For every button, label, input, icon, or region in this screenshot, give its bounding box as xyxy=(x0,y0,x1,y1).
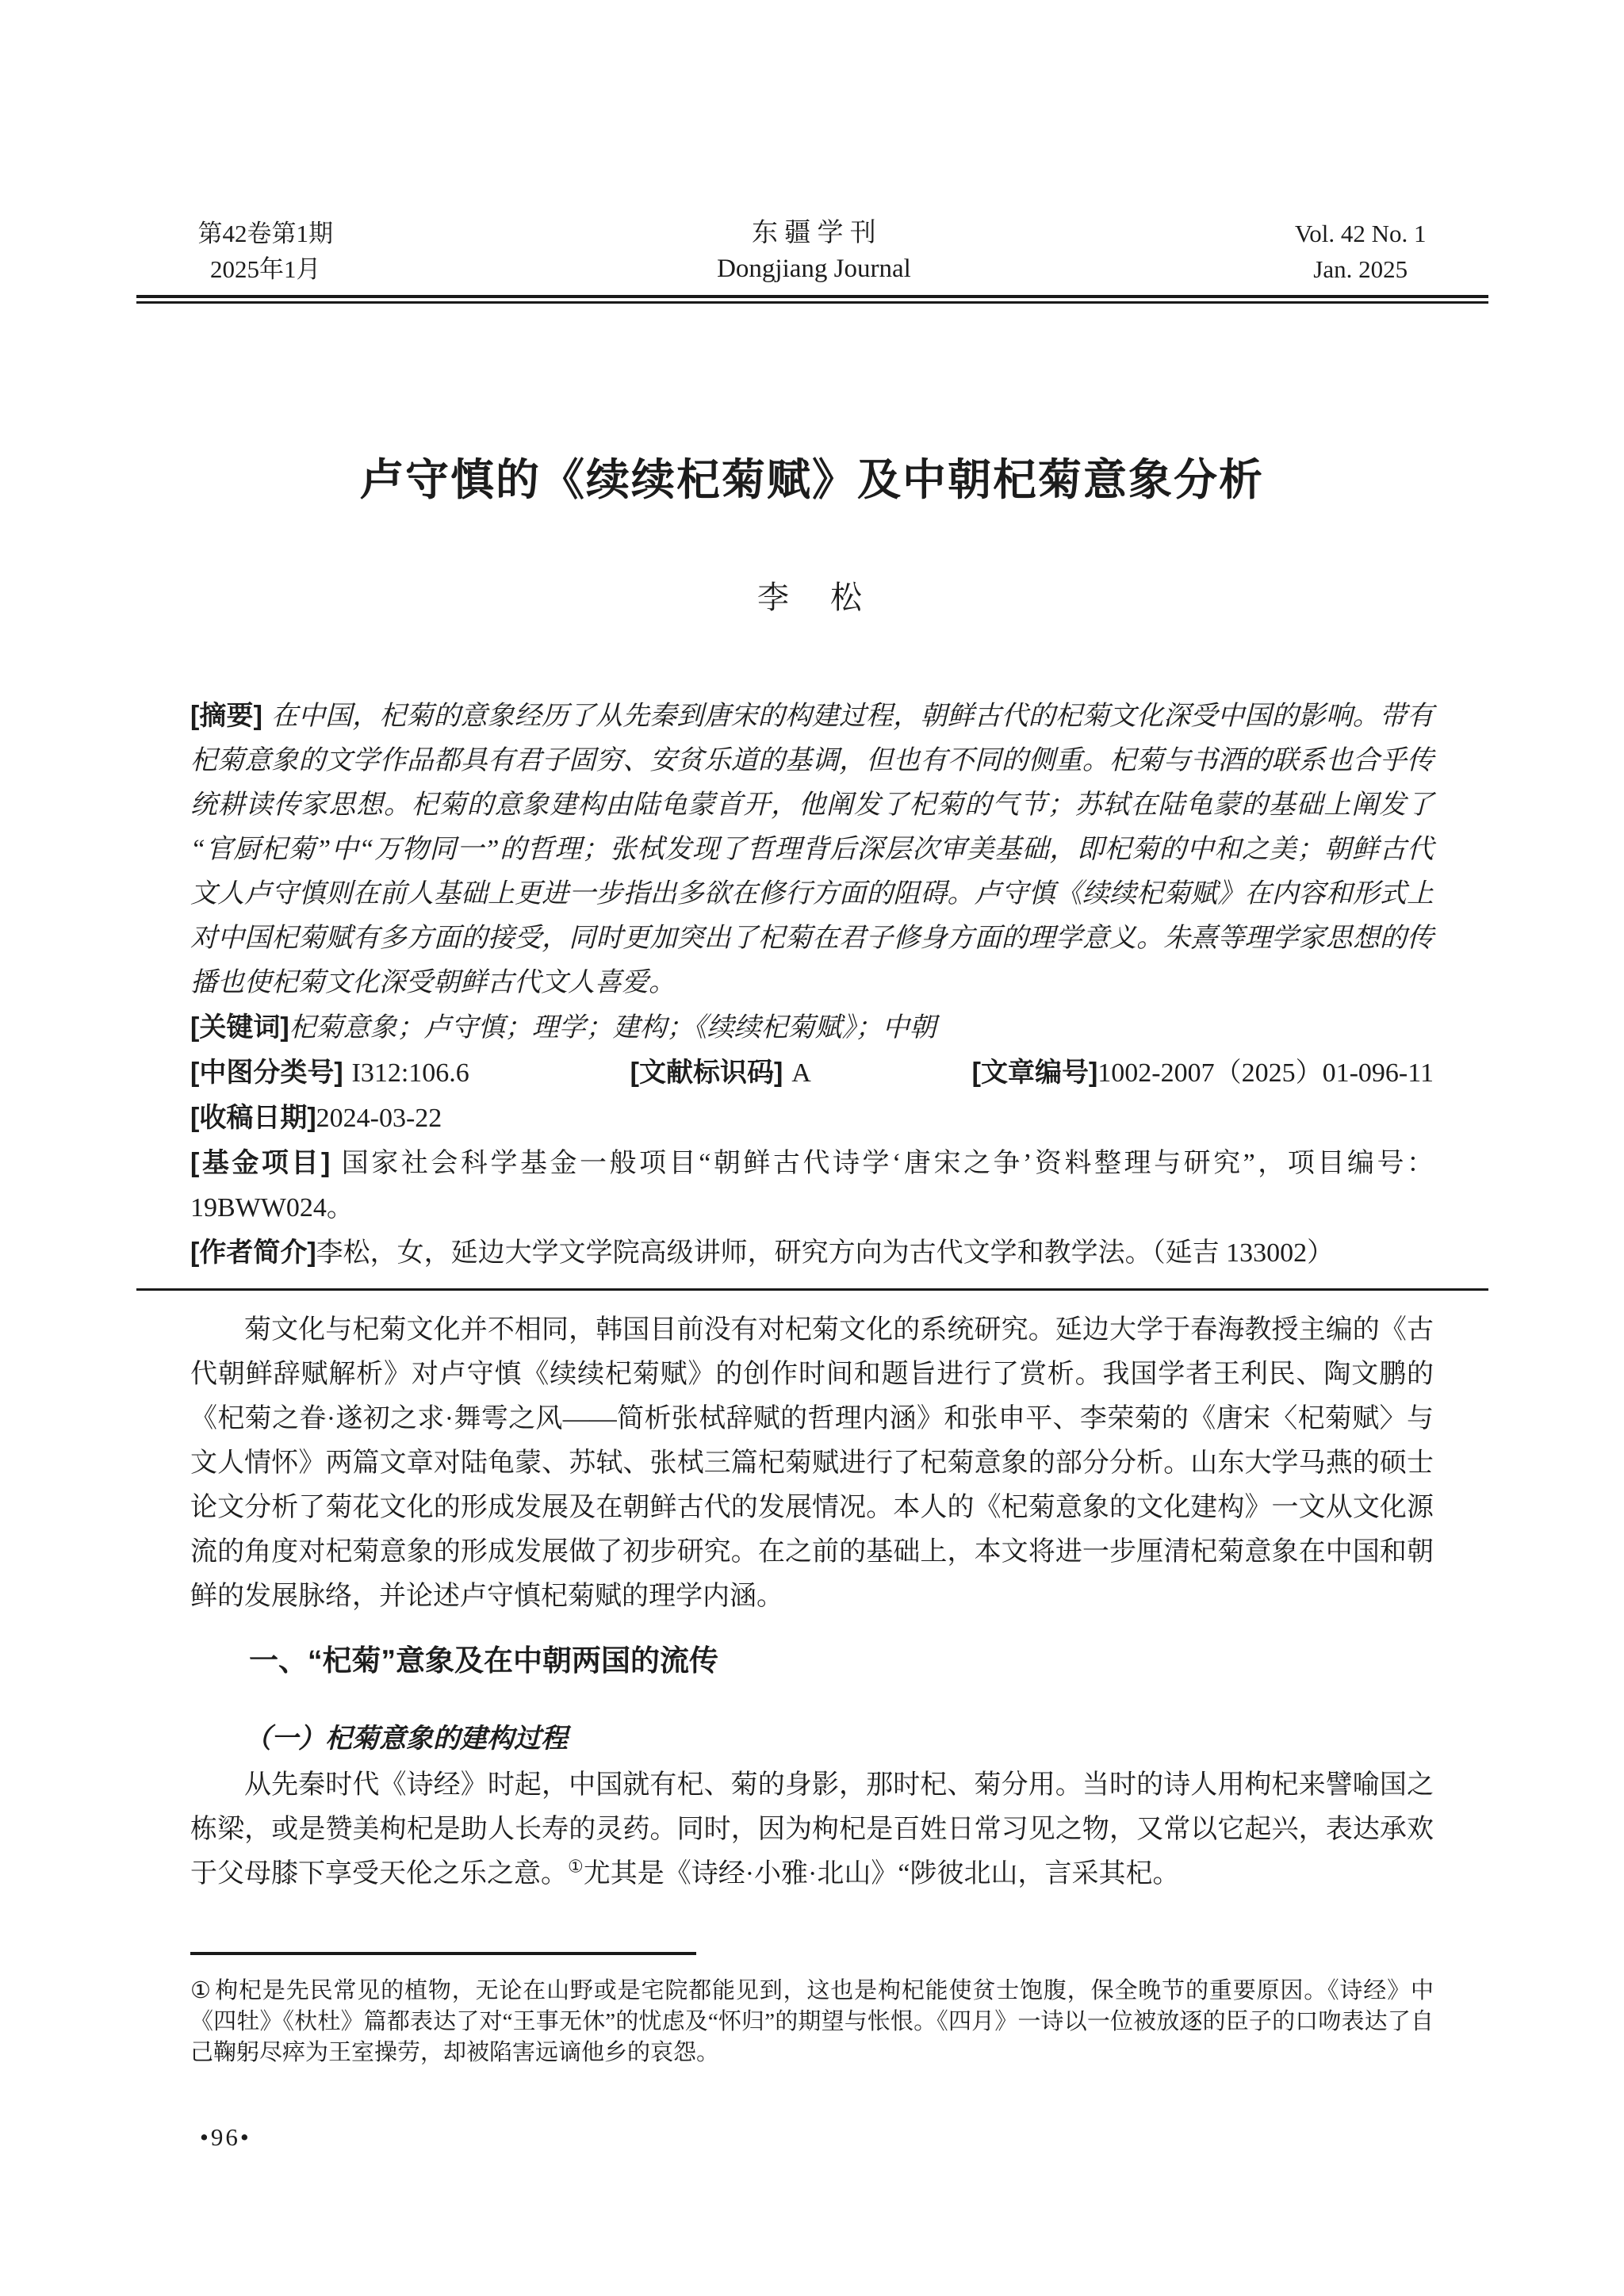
body-paragraph-2-continuation: 尤其是《诗经·小雅·北山》“陟彼北山，言采其杞。 xyxy=(583,1859,1180,1888)
header-volume-issue-cn: 第42卷第1期 xyxy=(197,220,333,247)
footnotes-section xyxy=(190,1952,1434,2068)
doc-code-pair xyxy=(630,1050,811,1096)
footnote-1 xyxy=(190,1976,1434,2068)
article-body xyxy=(190,1308,1434,1896)
author-bio-text: 李松，女，延边大学文学院高级讲师，研究方向为古代文学和教学法。（延吉 133002） xyxy=(316,1238,1335,1268)
header-double-rule xyxy=(136,295,1488,304)
fund-paragraph xyxy=(190,1141,1434,1230)
header-left xyxy=(198,216,334,287)
header-right xyxy=(1295,216,1427,287)
header-date-cn: 2025年1月 xyxy=(210,255,321,283)
header-center xyxy=(717,216,911,287)
section-1-heading: 一、“杞菊”意象及在中朝两国的流传 xyxy=(249,1644,718,1677)
header-volume-issue-en: Vol. 42 No. 1 xyxy=(1294,220,1427,247)
author-bio-paragraph xyxy=(190,1230,1434,1276)
body-paragraph-2-text: 从先秦时代《诗经》时起，中国就有杞、菊的身影，那时杞、菊分用。当时的诗人用枸杞来譬喻国之栋梁，或是赞美枸杞是助人长寿的灵药。同时，因为枸杞是百姓日常习见之物，又常以它起兴，表达承欢于父母膝下享受天伦之乐之意。 xyxy=(190,1770,1434,1888)
article-title: 卢守慎的《续续杞菊赋》及中朝杞菊意象分析 xyxy=(359,456,1264,504)
journal-header xyxy=(136,216,1488,287)
page-number: •96• xyxy=(200,2123,251,2151)
intro-paragraph: 菊文化与杞菊文化并不相同，韩国目前没有对杞菊文化的系统研究。延边大学于春海教授主编的《古代朝鲜辞赋解析》对卢守慎《续续杞菊赋》的创作时间和题旨进行了赏析。我国学者王利民、陶文鹏的《杞菊之眷·遂初之求·舞雩之风——简析张栻辞赋的哲理内涵》和张申平、李荣菊的《唐宋〈杞菊赋〉与文人情怀》两篇文章对陆龟蒙、苏轼、张栻三篇杞菊赋进行了杞菊意象的部分分析。山东大学马燕的硕士论文分析了菊花文化的形成发展及在朝鲜古代的发展情况。本人的《杞菊意象的文化建构》一文从文化源流的角度对杞菊意象的形成发展做了初步研究。在之前的基础上，本文将进一步厘清杞菊意象在中国和朝鲜的发展脉络，并论述卢守慎杞菊赋的理学内涵。 xyxy=(190,1315,1434,1611)
footnote-1-text: 枸杞是先民常见的植物，无论在山野或是宅院都能见到，这也是枸杞能使贫士饱腹，保全晚节的重要原因。《诗经》中《四牡》《杕杜》篇都表达了对“王事无休”的忧虑及“怀归”的期望与怅恨。《四月》一诗以一位被放逐的臣子的口吻表达了自己鞠躬尽瘁为王室操劳，却被陷害远谪他乡的哀怨。 xyxy=(190,1978,1434,2065)
keywords-text: 杞菊意象；卢守慎；理学；建构；《续续杞菊赋》；中朝 xyxy=(289,1013,936,1043)
abstract-text: 在中国，杞菊的意象经历了从先秦到唐宋的构建过程，朝鲜古代的杞菊文化深受中国的影响。带有杞菊意象的文学作品都具有君子固穷、安贫乐道的基调，但也有不同的侧重。杞菊与书酒的联系也合乎传统耕读传家思想。杞菊的意象建构由陆龟蒙首开，他阐发了杞菊的气节；苏轼在陆龟蒙的基础上阐发了“官厨杞菊”中“万物同一”的哲理；张栻发现了哲理背后深层次审美基础，即杞菊的中和之美；朝鲜古代文人卢守慎则在前人基础上更进一步指出多欲在修行方面的阻碍。卢守慎《续续杞菊赋》在内容和形式上对中国杞菊赋有多方面的接受，同时更加突出了杞菊在君子修身方面的理学意义。朱熹等理学家思想的传播也使杞菊文化深受朝鲜古代文人喜爱。 xyxy=(190,702,1434,997)
article-author: 李 松 xyxy=(757,580,867,615)
meta-body-divider-rule xyxy=(136,1288,1488,1291)
footnote-separator-rule xyxy=(190,1952,696,1955)
article-no-pair xyxy=(972,1050,1434,1096)
doc-code-value: A xyxy=(791,1058,811,1088)
keywords-paragraph xyxy=(190,1005,1434,1050)
fund-text: 国家社会科学基金一般项目“朝鲜古代诗学‘唐宋之争’资料整理与研究”，项目编号：19BWW024。 xyxy=(190,1149,1434,1223)
fund-label: [基金项目] xyxy=(190,1148,331,1178)
clc-label: [中图分类号] xyxy=(190,1058,343,1088)
footnote-1-marker: ① xyxy=(190,1978,212,2003)
clc-value: I312:106.6 xyxy=(351,1058,469,1088)
article-no-value: 1002-2007（2025）01-096-11 xyxy=(1097,1058,1434,1088)
footnote-reference-1: ① xyxy=(568,1856,584,1877)
received-paragraph xyxy=(190,1096,1434,1141)
subsection-1-1-heading: （一）杞菊意象的建构过程 xyxy=(244,1724,568,1754)
received-value: 2024-03-22 xyxy=(316,1104,442,1133)
classification-row xyxy=(190,1050,1434,1096)
author-bio-label: [作者简介] xyxy=(190,1238,316,1268)
abstract-paragraph xyxy=(190,694,1434,1005)
journal-title-en: Dongjiang Journal xyxy=(717,254,911,283)
received-label: [收稿日期] xyxy=(190,1103,316,1133)
article-meta-block xyxy=(190,694,1434,1276)
header-date-en: Jan. 2025 xyxy=(1313,255,1408,283)
article-no-label: [文章编号] xyxy=(971,1058,1098,1088)
journal-title-cn: 东 疆 学 刊 xyxy=(752,219,876,247)
clc-pair xyxy=(190,1050,469,1096)
abstract-label: [摘要] xyxy=(190,701,262,731)
body-paragraph-2 xyxy=(190,1763,1434,1896)
doc-code-label: [文献标识码] xyxy=(630,1058,783,1088)
keywords-label: [关键词] xyxy=(190,1012,289,1043)
